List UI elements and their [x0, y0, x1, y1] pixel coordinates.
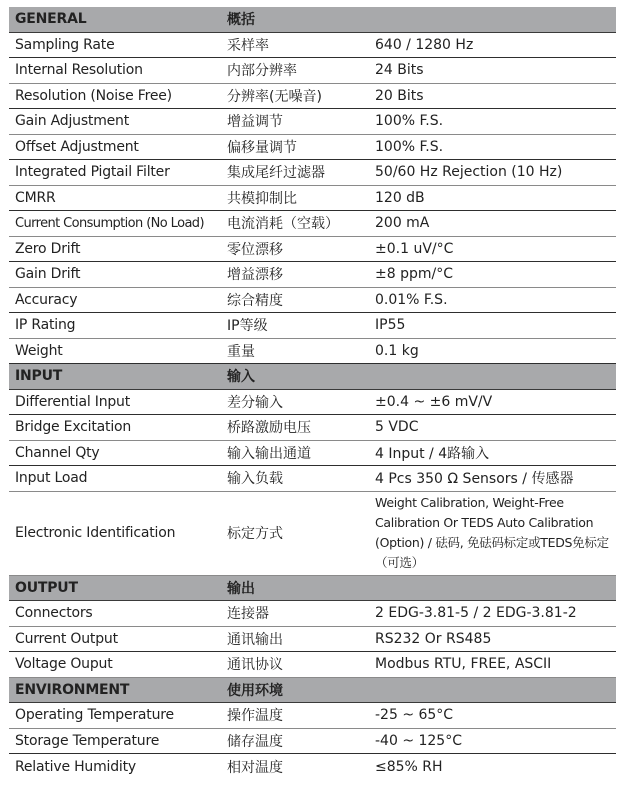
spec-value: 200 mA — [375, 215, 430, 232]
table-row — [9, 109, 616, 135]
spec-label-zh: 差分输入 — [227, 394, 283, 411]
table-row — [9, 58, 616, 84]
spec-label-en: Differential Input — [15, 393, 131, 410]
spec-label-en: Current Consumption (No Load) — [15, 215, 204, 231]
spec-label-en: Operating Temperature — [15, 707, 174, 724]
spec-label-zh: 连接器 — [227, 606, 269, 623]
spec-label-en: Sampling Rate — [15, 36, 115, 53]
spec-label-en: Accuracy — [15, 291, 78, 308]
spec-label-en: Storage Temperature — [15, 732, 160, 749]
spec-label-en: Integrated Pigtail Filter — [15, 164, 170, 181]
spec-label-zh: 标定方式 — [227, 526, 283, 542]
spec-value: 20 Bits — [375, 87, 424, 104]
spec-label-en: Relative Humidity — [15, 758, 136, 775]
spec-label-en: Voltage Ouput — [15, 656, 113, 673]
table-row — [9, 211, 616, 237]
spec-value: ±0.4 ~ ±6 mV/V — [375, 393, 493, 410]
spec-label-zh: 相对温度 — [227, 759, 283, 776]
spec-label-zh: 采样率 — [227, 37, 269, 54]
table-row — [9, 84, 616, 110]
table-row — [9, 160, 616, 186]
table-row — [9, 466, 616, 492]
spec-label-zh: 偏移量调节 — [227, 139, 297, 156]
spec-label-zh: 共模抑制比 — [227, 190, 297, 207]
spec-value: 0.01% F.S. — [375, 291, 448, 308]
spec-label-zh: 电流消耗（空载） — [227, 216, 339, 233]
section-title-en: ENVIRONMENT — [15, 681, 130, 698]
spec-value: ≤85% RH — [375, 758, 443, 775]
table-row — [9, 652, 616, 678]
spec-value: -40 ~ 125°C — [375, 732, 462, 749]
table-row — [9, 415, 616, 441]
table-row — [9, 237, 616, 263]
spec-label-zh: 重量 — [227, 343, 255, 360]
table-row — [9, 729, 616, 755]
section-header-input — [9, 364, 616, 390]
spec-label-zh: 桥路激励电压 — [227, 420, 311, 437]
spec-label-zh: 通讯输出 — [227, 631, 283, 648]
table-row — [9, 601, 616, 627]
spec-label-en: Internal Resolution — [15, 62, 143, 79]
section-title-en: OUTPUT — [15, 579, 78, 596]
spec-label-en: Resolution (Noise Free) — [15, 87, 172, 104]
section-title-zh: 使用环境 — [227, 682, 283, 699]
spec-label-en: Weight — [15, 342, 63, 359]
spec-value: Modbus RTU, FREE, ASCII — [375, 656, 552, 673]
table-row — [9, 703, 616, 729]
spec-value: 4 Pcs 350 Ω Sensors / 传感器 — [375, 471, 574, 488]
spec-value: ±0.1 uV/°C — [375, 240, 454, 257]
section-header-output — [9, 576, 616, 602]
spec-value: 100% F.S. — [375, 138, 444, 155]
spec-label-en: CMRR — [15, 189, 56, 206]
spec-label-en: Connectors — [15, 605, 93, 622]
section-title-zh: 概括 — [227, 12, 255, 29]
table-row — [9, 186, 616, 212]
spec-value: RS232 Or RS485 — [375, 630, 492, 647]
table-row — [9, 33, 616, 59]
spec-label-zh: 储存温度 — [227, 733, 283, 750]
spec-label-en: Electronic Identification — [15, 525, 176, 541]
spec-value: 2 EDG-3.81-5 / 2 EDG-3.81-2 — [375, 605, 577, 622]
spec-label-zh: 零位漂移 — [227, 241, 283, 258]
spec-label-zh: 分辨率(无噪音) — [227, 88, 322, 105]
spec-label-en: Gain Drift — [15, 266, 81, 283]
section-title-zh: 输出 — [227, 580, 255, 597]
spec-label-zh: 增益漂移 — [227, 267, 283, 284]
spec-label-en: Offset Adjustment — [15, 138, 139, 155]
spec-value: ±8 ppm/°C — [375, 266, 453, 283]
spec-value: 640 / 1280 Hz — [375, 36, 474, 53]
table-row — [9, 339, 616, 365]
table-row — [9, 262, 616, 288]
section-title-en: INPUT — [15, 368, 63, 385]
spec-label-en: Channel Qty — [15, 444, 100, 461]
spec-value: 24 Bits — [375, 62, 424, 79]
spec-value: 120 dB — [375, 189, 425, 206]
spec-value: 100% F.S. — [375, 113, 444, 130]
spec-label-zh: 内部分辨率 — [227, 63, 297, 80]
spec-label-zh: 输入输出通道 — [227, 445, 311, 462]
table-row — [9, 313, 616, 339]
spec-label-en: IP Rating — [15, 317, 76, 334]
spec-label-zh: 操作温度 — [227, 708, 283, 725]
spec-table — [9, 7, 616, 780]
section-header-environment — [9, 678, 616, 704]
spec-label-zh: 集成尾纤过滤器 — [227, 165, 325, 182]
spec-label-en: Input Load — [15, 470, 88, 487]
spec-value: -25 ~ 65°C — [375, 707, 454, 724]
spec-label-en: Current Output — [15, 630, 118, 647]
spec-label-zh: IP等级 — [227, 318, 268, 335]
section-title-en: GENERAL — [15, 11, 87, 28]
spec-label-zh: 综合精度 — [227, 292, 283, 309]
section-header-general — [9, 7, 616, 33]
spec-value: IP55 — [375, 317, 406, 334]
spec-value: 50/60 Hz Rejection (10 Hz) — [375, 164, 563, 181]
spec-label-zh: 输入负载 — [227, 471, 283, 488]
spec-label-zh: 通讯协议 — [227, 657, 283, 674]
spec-label-en: Gain Adjustment — [15, 113, 130, 130]
table-row — [9, 390, 616, 416]
table-row — [9, 441, 616, 467]
table-row — [9, 135, 616, 161]
spec-label-en: Bridge Excitation — [15, 419, 132, 436]
spec-value: 0.1 kg — [375, 342, 419, 359]
table-row — [9, 288, 616, 314]
table-row — [9, 754, 616, 780]
spec-label-zh: 增益调节 — [227, 114, 283, 131]
section-title-zh: 输入 — [227, 369, 255, 386]
spec-label-en: Zero Drift — [15, 240, 81, 257]
spec-value: 4 Input / 4路输入 — [375, 445, 490, 462]
table-row — [9, 627, 616, 653]
table-row — [9, 492, 616, 576]
spec-value: Weight Calibration, Weight-Free Calibration Or TEDS Auto Calibration (Option) / 砝码, 免砝码标定或TEDS免标定（可选） — [375, 495, 609, 570]
spec-value: 5 VDC — [375, 419, 419, 436]
